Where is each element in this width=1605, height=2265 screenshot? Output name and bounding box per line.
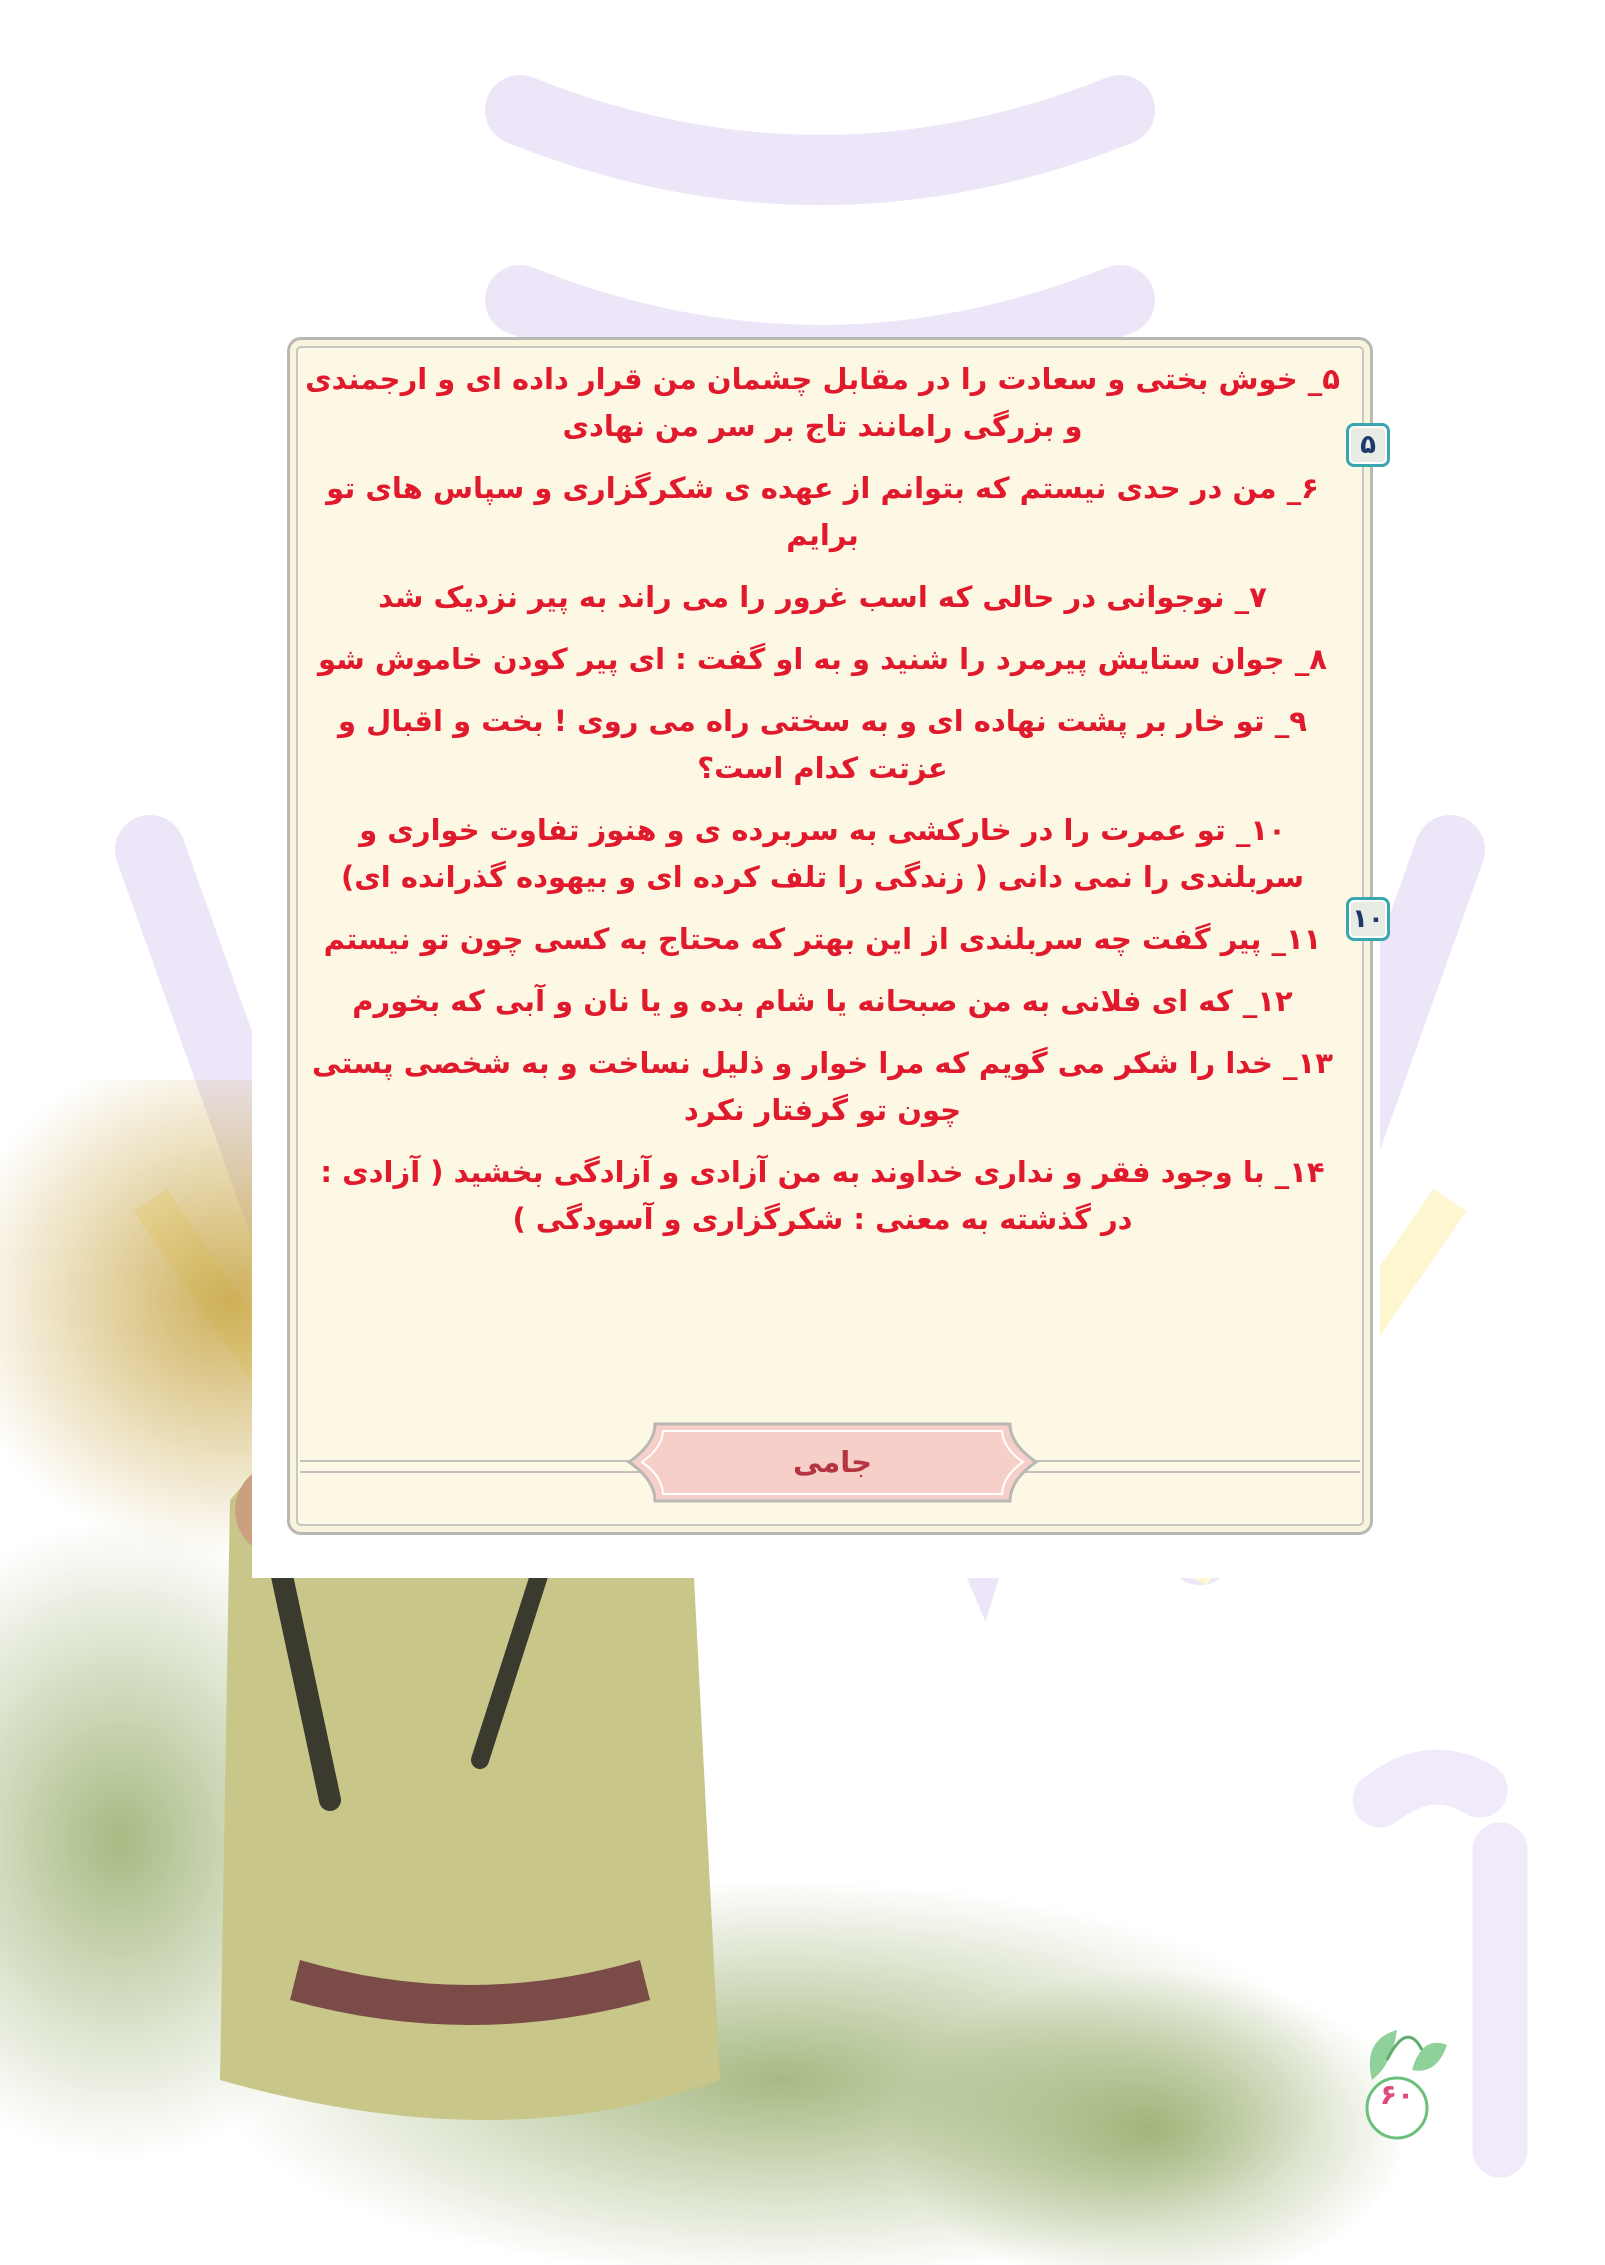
answer-line-7: ۷_ نوجوانی در حالی که اسب غرور را می راند به پیر نزدیک شد bbox=[378, 580, 1267, 614]
answer-list bbox=[300, 356, 1345, 1258]
answer-line-10: ۱۰_ تو عمرت را در خارکشی به سربرده ی و هنوز تفاوت خواری و سربلندی را نمی دانی ( زندگی را تلف کرده ای و بیهوده گذرانده ای) bbox=[340, 813, 1305, 894]
line-number-badge-5: ۵ bbox=[1346, 423, 1390, 467]
answer-line-13: ۱۳_ خدا را شکر می گویم که مرا خوار و ذلیل نساخت و به شخصی پستی چون تو گرفتار نکرد bbox=[312, 1046, 1333, 1127]
answer-line-11: ۱۱_ پیر گفت چه سربلندی از این بهتر که محتاج به کسی چون تو نیستم bbox=[323, 922, 1322, 956]
page-number: ۶۰ bbox=[1379, 2078, 1415, 2111]
answer-line-8: ۸_ جوان ستایش پیرمرد را شنید و به او گفت : ای پیر کودن خاموش شو bbox=[318, 642, 1327, 676]
answer-line-9: ۹_ تو خار بر پشت نهاده ای و به سختی راه می روی ! بخت و اقبال و عزتت کدام است؟ bbox=[338, 704, 1307, 785]
answer-line-12: ۱۲_ که ای فلانی به من صبحانه یا شام بده و یا نان و آبی که بخورم bbox=[352, 984, 1293, 1018]
line-number-badge-10: ۱۰ bbox=[1346, 897, 1390, 941]
answer-line-14: ۱۴_ با وجود فقر و نداری خداوند به من آزادی و آزادگی بخشید ( آزادی : در گذشته به معنی : شکرگزاری و آسودگی ) bbox=[320, 1155, 1325, 1236]
author-name: جامی bbox=[792, 1445, 873, 1479]
answer-line-5: ۵_ خوش بختی و سعادت را در مقابل چشمان من قرار داده ای و ارجمندی و بزرگی رامانند تاج بر سر من نهادی bbox=[305, 362, 1340, 443]
answer-line-6: ۶_ من در حدی نیستم که بتوانم از عهده ی شکرگزاری و سپاس های تو برایم bbox=[326, 471, 1319, 552]
